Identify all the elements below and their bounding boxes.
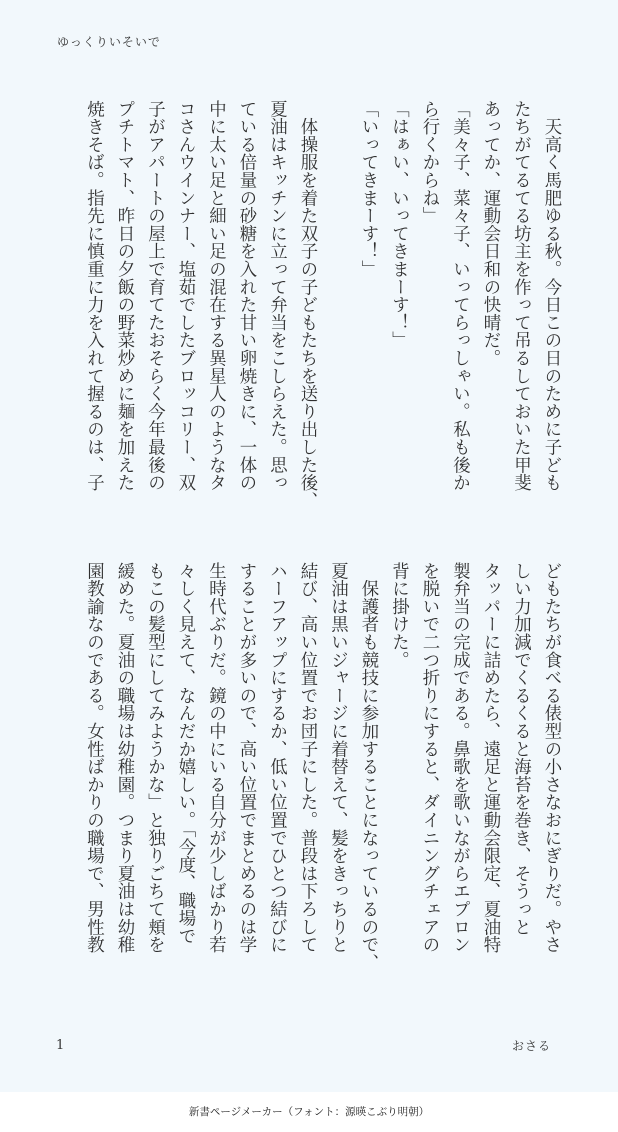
- text-line: 中に太い足と細い足の混在する異星人のようなタ: [205, 100, 226, 492]
- text-line: ている倍量の砂糖を入れた甘い卵焼きに、一体の: [236, 100, 256, 492]
- text-line: タッパーに詰めたら、遠足と運動会限定、夏油特: [480, 562, 500, 954]
- text-line: することが多いので、高い位置でまとめるのは学: [236, 562, 256, 954]
- vertical-text-top: [78, 100, 566, 532]
- text-line: 夏油は黒いジャージに着替えて、髪をきっちりと: [327, 562, 348, 954]
- text-line: 保護者も競技に参加することになっているので、: [358, 562, 378, 972]
- text-line: プチトマト、昨日の夕飯の野菜炒めに麺を加えた: [114, 100, 134, 492]
- text-line: 「いってきまーす！」: [358, 100, 378, 278]
- text-line: 「はぁい、いってきまーす！」: [388, 100, 409, 350]
- text-line: もこの髪型にしてみようかな」と独りごちて頬を: [144, 562, 165, 954]
- running-title: ゆっくりいそいで: [57, 35, 161, 49]
- text-line: 「美々子、菜々子、いってらっしゃい。私も後か: [449, 100, 470, 492]
- page-number: 1: [56, 1038, 65, 1053]
- text-line: 子がアパートの屋上で育てたおそらく今年最後の: [144, 100, 165, 492]
- text-line: ら行くからね」: [419, 100, 439, 225]
- text-line: 背に掛けた。: [388, 562, 409, 669]
- generator-credit: 新書ページメーカー（フォント：源暎こぶり明朝）: [188, 1106, 430, 1118]
- text-line: 結び、高い位置でお団子にした。普段は下ろして: [297, 562, 317, 954]
- text-line: ハーフアップにするか、低い位置でひとつ結びに: [266, 562, 287, 954]
- text-line: 焼きそば。指先に慎重に力を入れて握るのは、子: [83, 100, 104, 492]
- vertical-text-bottom: [78, 562, 566, 994]
- text-line: 園教諭なのである。女性ばかりの職場で、男性教: [83, 562, 104, 954]
- text-line: を脱いで二つ折りにすると、ダイニングチェアの: [419, 562, 439, 954]
- text-line: あってか、運動会日和の快晴だ。: [480, 100, 500, 367]
- text-line: [322, 100, 353, 532]
- text-line: しい力加減でくるくると海苔を巻き、そうっと: [510, 562, 531, 936]
- text-line: 緩めた。夏油の職場は幼稚園。つまり夏油は幼稚: [114, 562, 134, 954]
- author-name: おさる: [512, 1039, 552, 1053]
- text-line: 天高く馬肥ゆる秋。今日この日のために子ども: [541, 100, 561, 492]
- text-line: 夏油はキッチンに立って弁当をこしらえた。思っ: [266, 100, 287, 492]
- text-line: 製弁当の完成である。鼻歌を歌いながらエプロン: [449, 562, 470, 954]
- text-block-bottom: [48, 562, 566, 994]
- text-line: たちがてるてる坊主を作って吊るしておいた甲斐: [510, 100, 531, 492]
- text-line: 体操服を着た双子の子どもたちを送り出した後、: [297, 100, 317, 510]
- text-line: 生時代ぶりだ。鏡の中にいる自分が少しばかり若: [205, 562, 226, 954]
- text-line: どもたちが食べる俵型の小さなおにぎりだ。やさ: [541, 562, 561, 954]
- text-line: 々しく見えて、なんだか嬉しい。「今度、職場で: [175, 562, 195, 945]
- text-line: コさんウインナー、塩茹でしたブロッコリー、双: [175, 100, 195, 492]
- text-block-top: [48, 100, 566, 532]
